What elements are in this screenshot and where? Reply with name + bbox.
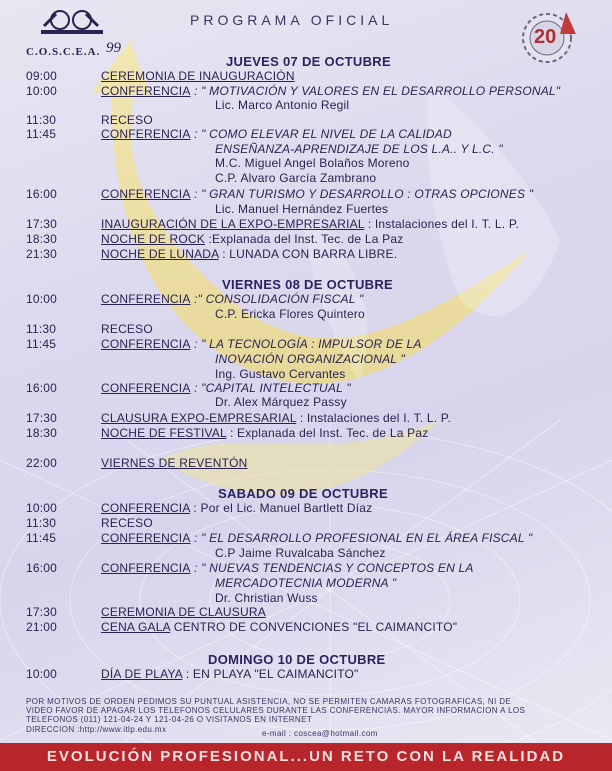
event-time: 10:00 xyxy=(26,84,58,98)
schedule-row xyxy=(26,456,248,470)
event-time: 16:00 xyxy=(26,187,58,201)
schedule-row xyxy=(26,84,561,98)
event-time: 17:30 xyxy=(26,411,58,425)
event-type: CEREMONIA DE CLAUSURA xyxy=(101,605,266,619)
page-title: PROGRAMA OFICIAL xyxy=(190,12,394,28)
coscea-logo xyxy=(26,6,126,62)
event-title-cont: INOVACIÓN ORGANIZACIONAL " xyxy=(215,352,405,366)
event-title-cont: MERCADOTECNIA MODERNA " xyxy=(215,576,397,590)
speaker-name: Dr. Christian Wuss xyxy=(215,591,318,605)
event-title: : " MOTIVACIÓN Y VALORES EN EL DESARROLLO PERSONAL" xyxy=(190,84,561,98)
schedule-row xyxy=(26,232,404,246)
event-type: VIERNES DE REVENTÓN xyxy=(101,456,248,470)
slogan-text: EVOLUCIÓN PROFESIONAL...UN RETO CON LA REALIDAD xyxy=(46,748,566,765)
speaker-name: Dr. Alex Márquez Passy xyxy=(215,395,347,409)
schedule-row xyxy=(26,605,266,619)
event-title: : " NUEVAS TENDENCIAS Y CONCEPTOS EN LA xyxy=(190,561,474,575)
event-type: NOCHE DE FESTIVAL xyxy=(101,426,227,440)
event-time: 11:30 xyxy=(26,113,57,127)
event-time: 10:00 xyxy=(26,501,58,515)
event-time: 11:45 xyxy=(26,531,57,545)
schedule-row xyxy=(26,516,153,530)
event-time: 10:00 xyxy=(26,667,58,681)
event-time: 21:30 xyxy=(26,247,58,261)
schedule-row xyxy=(26,426,429,440)
schedule-row xyxy=(26,217,520,231)
event-title: : " LA TECNOLOGÍA : IMPULSOR DE LA xyxy=(190,337,422,351)
notice-line: POR MOTIVOS DE ORDEN PEDIMOS SU PUNTUAL ASISTENCIA, NO SE PERMITEN CAMARAS FOTOGRAFICAS, NI DE xyxy=(26,697,512,706)
schedule-row xyxy=(26,322,153,336)
event-time: 21:00 xyxy=(26,620,58,634)
schedule-row xyxy=(26,127,452,141)
event-type: NOCHE DE ROCK xyxy=(101,232,205,246)
event-time: 11:45 xyxy=(26,127,57,141)
logo-year: 99 xyxy=(106,40,121,56)
anniversary-emblem xyxy=(506,8,588,66)
event-time: 11:30 xyxy=(26,516,57,530)
event-type: CONFERENCIA xyxy=(101,292,191,306)
schedule-row xyxy=(26,561,474,575)
schedule-row xyxy=(26,620,458,634)
event-detail: : Instalaciones del I. T. L. P. xyxy=(296,411,451,425)
event-title: : " GRAN TURISMO Y DESARROLLO : OTRAS OPCIONES " xyxy=(190,187,534,201)
schedule-row xyxy=(26,411,451,425)
emblem-number: 20 xyxy=(534,26,557,48)
event-type: CONFERENCIA xyxy=(101,337,191,351)
website-link[interactable]: DIRECCION :http://www.itlp.edu.mx xyxy=(26,725,167,734)
logo-text: C.O.S.C.E.A. xyxy=(26,46,101,58)
event-type: CONFERENCIA xyxy=(101,381,191,395)
event-time: 17:30 xyxy=(26,217,58,231)
speaker-name: Lic. Marco Antonio Regil xyxy=(215,98,350,112)
event-type: DÍA DE PLAYA xyxy=(101,667,183,681)
event-type: CENA GALA xyxy=(101,620,171,634)
event-detail: :Explanada del Inst. Tec. de La Paz xyxy=(204,232,404,246)
event-time: 22:00 xyxy=(26,456,58,470)
speaker-name: C.P. Ericka Flores Quintero xyxy=(215,307,365,321)
event-type: CONFERENCIA xyxy=(101,561,191,575)
schedule-row xyxy=(26,247,398,261)
speaker-name: C.P Jaime Ruvalcaba Sánchez xyxy=(215,546,386,560)
notice-line: TELEFONOS (011) 121-04-24 Y 121-04-26 O VISITANOS EN INTERNET xyxy=(26,715,313,724)
event-time: 16:00 xyxy=(26,381,58,395)
day-heading-thursday: JUEVES 07 DE OCTUBRE xyxy=(226,54,391,69)
slogan-banner xyxy=(0,743,612,771)
schedule-row xyxy=(26,381,351,395)
event-detail: : Por el Lic. Manuel Bartlett Díaz xyxy=(189,501,373,515)
event-detail: : LUNADA CON BARRA LIBRE. xyxy=(218,247,398,261)
event-detail: : Explanada del Inst. Tec. de La Paz xyxy=(226,426,429,440)
event-detail: : EN PLAYA "EL CAIMANCITO" xyxy=(182,667,359,681)
event-title: : " EL DESARROLLO PROFESIONAL EN EL ÁREA FISCAL " xyxy=(190,531,533,545)
event-time: 11:30 xyxy=(26,322,57,336)
speaker-name: Lic. Manuel Hernández Fuertes xyxy=(215,202,389,216)
speaker-name: Ing. Gustavo Cervantes xyxy=(215,367,346,381)
event-type: CONFERENCIA xyxy=(101,501,190,515)
event-type: RECESO xyxy=(101,113,153,127)
schedule-row xyxy=(26,501,373,515)
schedule-row xyxy=(26,113,153,127)
schedule-row xyxy=(26,187,534,201)
speaker-name: C.P. Alvaro García Zambrano xyxy=(215,171,377,185)
event-type: CEREMONIA DE INAUGURACIÓN xyxy=(101,69,295,83)
event-time: 09:00 xyxy=(26,69,58,83)
event-time: 11:45 xyxy=(26,337,57,351)
event-type: CONFERENCIA xyxy=(101,84,191,98)
schedule-row xyxy=(26,292,364,306)
schedule-row xyxy=(26,337,422,351)
day-heading-sunday: DOMINGO 10 DE OCTUBRE xyxy=(208,652,386,667)
event-type: NOCHE DE LUNADA xyxy=(101,247,219,261)
event-type: INAUGURACIÓN DE LA EXPO-EMPRESARIAL xyxy=(101,217,365,231)
event-detail: CENTRO DE CONVENCIONES "EL CAIMANCITO" xyxy=(170,620,458,634)
event-time: 16:00 xyxy=(26,561,58,575)
notice-line: VIDEO FAVOR DE APAGAR LOS TELEFONOS CELULARES DURANTE LAS CONFERENCIAS. MAYOR INFORMACION A LOS xyxy=(26,706,526,715)
event-type: RECESO xyxy=(101,322,153,336)
day-heading-saturday: SABADO 09 DE OCTUBRE xyxy=(218,486,388,501)
event-title: :" CONSOLIDACIÓN FISCAL " xyxy=(190,292,364,306)
day-heading-friday: VIERNES 08 DE OCTUBRE xyxy=(222,277,394,292)
event-title: : "CAPITAL INTELECTUAL " xyxy=(190,381,351,395)
event-title: : " COMO ELEVAR EL NIVEL DE LA CALIDAD xyxy=(190,127,452,141)
schedule-row xyxy=(26,69,295,83)
event-time: 17:30 xyxy=(26,605,58,619)
schedule-row xyxy=(26,531,533,545)
speaker-name: M.C. Miguel Angel Bolaños Moreno xyxy=(215,156,410,170)
event-type: CLAUSURA EXPO-EMPRESARIAL xyxy=(101,411,297,425)
event-type: RECESO xyxy=(101,516,153,530)
event-detail: : Instalaciones del I. T. L. P. xyxy=(364,217,520,231)
schedule-row xyxy=(26,667,359,681)
event-type: CONFERENCIA xyxy=(101,531,191,545)
event-time: 10:00 xyxy=(26,292,58,306)
event-type: CONFERENCIA xyxy=(101,127,191,141)
event-time: 18:30 xyxy=(26,426,58,440)
event-title-cont: ENSEÑANZA-APRENDIZAJE DE LOS L.A.. Y L.C. " xyxy=(215,142,503,156)
event-type: CONFERENCIA xyxy=(101,187,191,201)
event-time: 18:30 xyxy=(26,232,58,246)
email-link[interactable]: e-mail : coscea@hotmail.com xyxy=(262,729,378,738)
